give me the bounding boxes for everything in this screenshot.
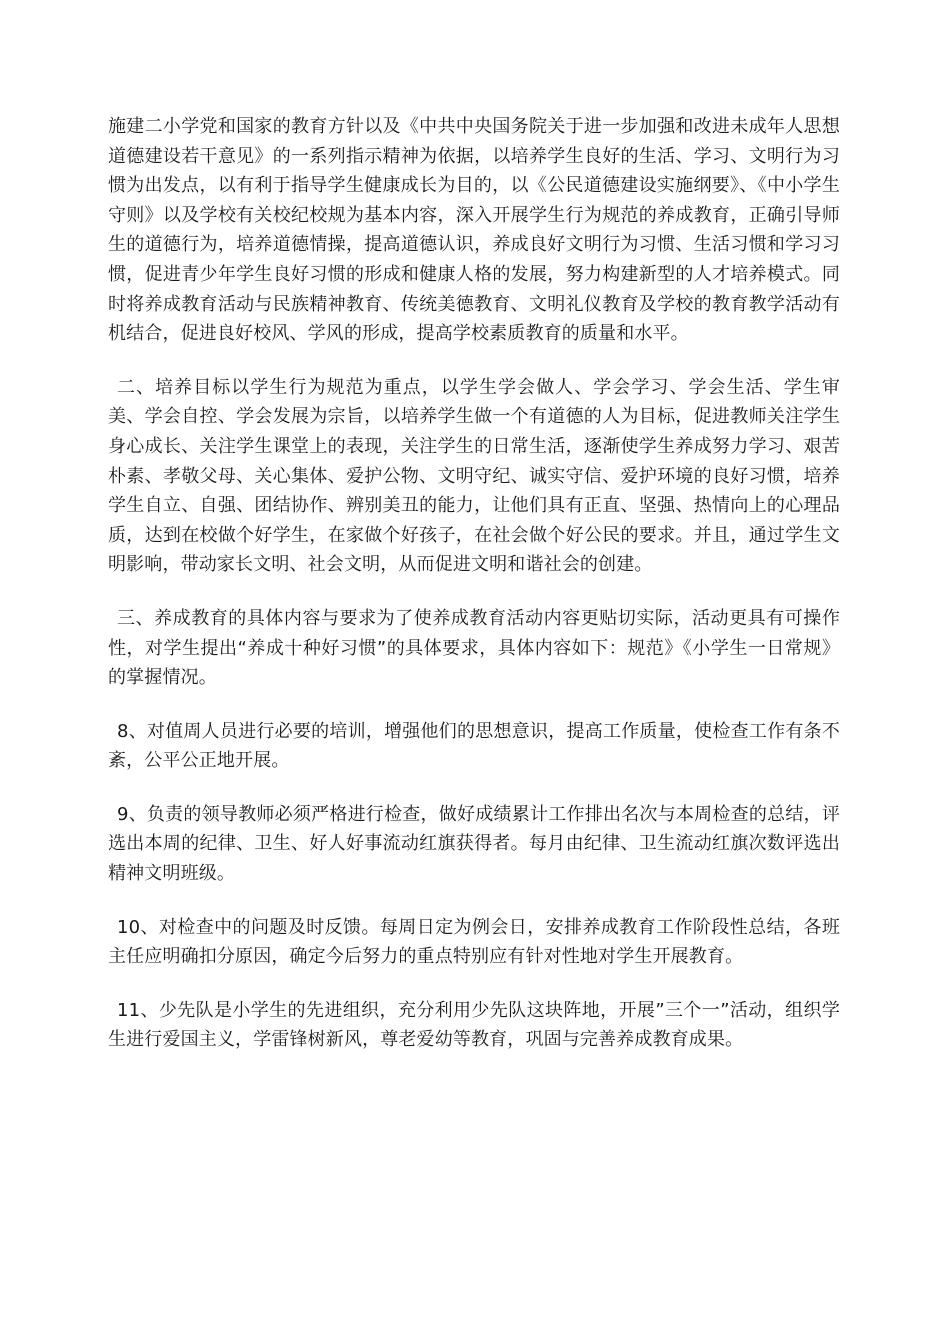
paragraph-section-2: 二、培养目标以学生行为规范为重点，以学生学会做人、学会学习、学会生活、学生审美、学会自控、学会发展为宗旨，以培养学生做一个有道德的人为目标，促进教师关注学生身心成长、关注学生课堂上的表现，关注学生的日常生活，逐渐使学生养成努力学习、艰苦朴素、孝敬父母、关心集体、爱护公物、文明守纪、诚实守信、爱护环境的良好习惯，培养学生自立、自强、团结协作、辨别美丑的能力，让他们具有正直、坚强、热情向上的心理品质，达到在校做个好学生，在家做个好孩子，在社会做个好公民的要求。并且，通过学生文明影响，带动家长文明、社会文明，从而促进文明和谐社会的创建。: [108, 376, 840, 576]
document-body: [108, 112, 840, 1079]
paragraph-item-9: 9、负责的领导教师必须严格进行检查，做好成绩累计工作排出名次与本周检查的总结，评选出本周的纪律、卫生、好人好事流动红旗获得者。每月由纪律、卫生流动红旗次数评选出精神文明班级。: [108, 803, 840, 885]
paragraph-intro: 施建二小学党和国家的教育方针以及《中共中央国务院关于进一步加强和改进未成年人思想道德建设若干意见》的一系列指示精神为依据，以培养学生良好的生活、学习、文明行为习惯为出发点，以有利于指导学生健康成长为目的，以《公民道德建设实施纲要》、《中小学生守则》以及学校有关校纪校规为基本内容，深入开展学生行为规范的养成教育，正确引导师生的道德行为，培养道德情操，提高道德认识，养成良好文明行为习惯、生活习惯和学习习惯，促进青少年学生良好习惯的形成和健康人格的发展，努力构建新型的人才培养模式。同时将养成教育活动与民族精神教育、传统美德教育、文明礼仪教育及学校的教育教学活动有机结合，促进良好校风、学风的形成，提高学校素质教育的质量和水平。: [108, 116, 840, 345]
paragraph-section-3: 三、养成教育的具体内容与要求为了使养成教育活动内容更贴切实际，活动更具有可操作性，对学生提出“养成十种好习惯”的具体要求，具体内容如下：规范》《小学生一日常规》的掌握情况。: [108, 607, 840, 689]
paragraph-item-10: 10、对检查中的问题及时反馈。每周日定为例会日，安排养成教育工作阶段性总结，各班主任应明确扣分原因，确定今后努力的重点特别应有针对性地对学生开展教育。: [108, 916, 840, 968]
paragraph-item-8: 8、对值周人员进行必要的培训，增强他们的思想意识，提高工作质量，使检查工作有条不紊，公平公正地开展。: [108, 720, 840, 772]
paragraph-item-11: 11、少先队是小学生的先进组织，充分利用少先队这块阵地，开展”三个一”活动，组织学生进行爱国主义，学雷锋树新风，尊老爱幼等教育，巩固与完善养成教育成果。: [108, 999, 840, 1051]
